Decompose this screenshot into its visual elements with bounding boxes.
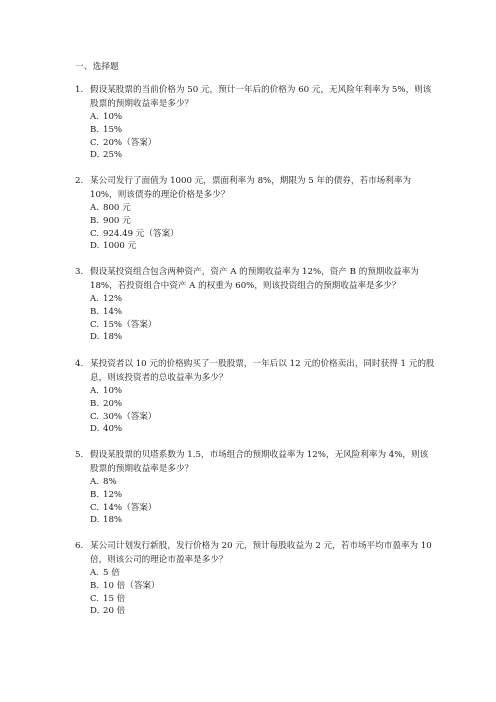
option-text: 8% xyxy=(103,477,117,487)
option-letter: D. xyxy=(90,606,100,617)
question-text: 假设某股票的当前价格为 50 元，预计一年后的价格为 60 元，无风险年利率为 5%，则该股票的预期收益率是多少？ xyxy=(90,85,432,109)
option-text: 12% xyxy=(103,489,123,500)
option-letter: B. xyxy=(90,580,100,591)
option-a xyxy=(75,476,435,489)
option-b xyxy=(75,306,435,319)
option-letter: D. xyxy=(90,150,100,161)
option-text: 800 元 xyxy=(103,203,131,213)
option-letter: B. xyxy=(90,124,100,135)
option-text: 1000 元 xyxy=(103,241,137,252)
option-d xyxy=(75,240,435,253)
option-a xyxy=(75,385,435,398)
option-b xyxy=(75,580,435,593)
option-letter: D. xyxy=(90,424,100,435)
question-text: 假设某投资组合包含两种资产，资产 A 的预期收益率为 12%，资产 B 的预期收益率为 18%，若投资组合中资产 A 的权重为 60%，则该投资组合的预期收益率是多少？ xyxy=(90,267,419,291)
option-letter: A. xyxy=(90,294,99,304)
option-letter: C. xyxy=(90,228,100,239)
option-text: 924.49 元（答案） xyxy=(103,228,179,239)
option-letter: D. xyxy=(90,332,100,343)
option-text: 10% xyxy=(103,112,123,122)
question-3 xyxy=(75,266,435,344)
option-c xyxy=(75,411,435,424)
question-number: 3. xyxy=(75,267,84,277)
option-b xyxy=(75,398,435,411)
question-stem xyxy=(75,84,435,111)
option-c xyxy=(75,319,435,332)
option-c xyxy=(75,593,435,606)
option-letter: D. xyxy=(90,241,100,252)
option-letter: B. xyxy=(90,215,100,226)
option-letter: C. xyxy=(90,319,100,330)
question-number: 1. xyxy=(75,85,84,95)
option-letter: C. xyxy=(90,411,100,422)
option-a xyxy=(75,202,435,215)
question-text: 某投资者以 10 元的价格购买了一股股票，一年后以 12 元的价格卖出，同时获得 1 元的股息，则该投资者的总收益率为多少？ xyxy=(90,359,435,383)
question-stem xyxy=(75,266,435,293)
option-text: 18% xyxy=(103,515,123,526)
option-letter: B. xyxy=(90,398,100,409)
question-stem xyxy=(75,449,435,476)
option-text: 15 倍 xyxy=(103,593,126,604)
option-letter: B. xyxy=(90,489,100,500)
option-text: 20% xyxy=(103,398,123,409)
question-stem xyxy=(75,358,435,385)
option-text: 5 倍 xyxy=(103,568,120,578)
section-title: 一、选择题 xyxy=(75,62,119,72)
option-text: 25% xyxy=(103,150,123,161)
option-letter: A. xyxy=(90,477,99,487)
option-text: 20%（答案） xyxy=(103,137,157,148)
option-text: 12% xyxy=(103,294,123,304)
option-b xyxy=(75,489,435,502)
option-letter: D. xyxy=(90,515,100,526)
question-stem xyxy=(75,540,435,567)
option-d xyxy=(75,605,435,618)
option-text: 30%（答案） xyxy=(103,411,157,422)
question-number: 6. xyxy=(75,541,84,551)
option-b xyxy=(75,215,435,228)
option-letter: A. xyxy=(90,386,99,396)
option-c xyxy=(75,502,435,515)
question-4 xyxy=(75,358,435,436)
question-1 xyxy=(75,84,435,162)
question-number: 2. xyxy=(75,176,84,186)
option-letter: C. xyxy=(90,593,100,604)
option-c xyxy=(75,137,435,150)
option-text: 900 元 xyxy=(103,215,131,226)
option-text: 10 倍（答案） xyxy=(103,580,160,591)
option-b xyxy=(75,124,435,137)
question-5 xyxy=(75,449,435,527)
option-text: 14%（答案） xyxy=(103,502,157,513)
question-6 xyxy=(75,540,435,618)
option-a xyxy=(75,293,435,306)
option-letter: A. xyxy=(90,203,99,213)
option-letter: C. xyxy=(90,137,100,148)
option-text: 10% xyxy=(103,386,123,396)
option-a xyxy=(75,111,435,124)
question-stem xyxy=(75,175,435,202)
option-text: 15% xyxy=(103,124,123,135)
question-text: 假设某股票的贝塔系数为 1.5，市场组合的预期收益率为 12%，无风险利率为 4%，则该股票的预期收益率是多少？ xyxy=(90,450,429,474)
option-text: 20 倍 xyxy=(103,606,126,617)
option-letter: A. xyxy=(90,112,99,122)
option-c xyxy=(75,228,435,241)
option-d xyxy=(75,149,435,162)
option-text: 14% xyxy=(103,306,123,317)
option-d xyxy=(75,423,435,436)
option-a xyxy=(75,567,435,580)
question-number: 5. xyxy=(75,450,84,460)
option-text: 18% xyxy=(103,332,123,343)
option-d xyxy=(75,514,435,527)
option-text: 15%（答案） xyxy=(103,319,157,330)
question-number: 4. xyxy=(75,359,84,369)
question-text: 某公司发行了面值为 1000 元，票面利率为 8%，期限为 5 年的债券，若市场利率为 10%，则该债券的理论价格是多少？ xyxy=(90,176,412,200)
question-2 xyxy=(75,175,435,253)
question-text: 某公司计划发行新股，发行价格为 20 元，预计每股收益为 2 元，若市场平均市盈率为 10 倍，则该公司的理论市盈率是多少？ xyxy=(90,541,432,565)
option-letter: B. xyxy=(90,306,100,317)
option-text: 40% xyxy=(103,424,123,435)
option-letter: A. xyxy=(90,568,99,578)
option-d xyxy=(75,331,435,344)
option-letter: C. xyxy=(90,502,100,513)
